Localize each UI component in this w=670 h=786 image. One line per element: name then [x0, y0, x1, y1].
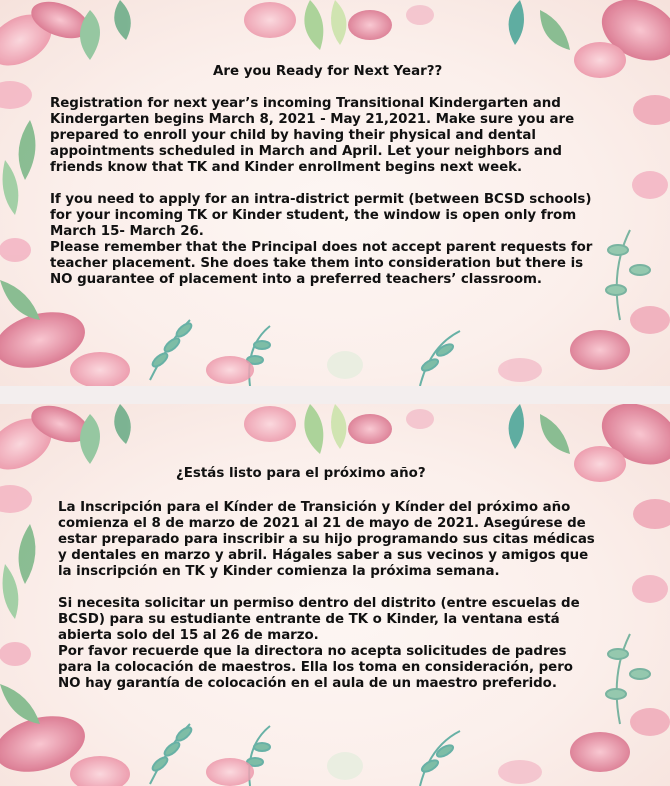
spanish-flyer-card — [0, 404, 670, 786]
english-flyer-card — [0, 0, 670, 386]
english-body — [50, 96, 660, 288]
spanish-body — [58, 500, 663, 692]
spanish-paragraph-registration: La Inscripción para el Kínder de Transición y Kínder del próximo año comienza el 8 de marzo de 2021 al 21 de mayo de 2021. Asegúrese de estar preparado para inscribir a su hijo programando sus citas médicas y dentales en marzo y abril. Hágales saber a sus vecinos y amigos que la inscripción en TK y Kinder comienza la próxima semana. — [58, 500, 595, 579]
english-title: Are you Ready for Next Year?? — [213, 64, 443, 79]
english-paragraph-placement: Please remember that the Principal does not accept parent requests for teacher placement. She does take them into consideration but there is NO guarantee of placement into a preferred teachers’ classroom. — [50, 240, 593, 287]
english-paragraph-registration: Registration for next year’s incoming Transitional Kindergarten and Kindergarten begins March 8, 2021 - May 21,2021. Make sure you are prepared to enroll your child by having their physical and dental appointments scheduled in March and April. Let your neighbors and friends know that TK and Kinder enrollment begins next week. — [50, 96, 575, 175]
spanish-title: ¿Estás listo para el próximo año? — [176, 466, 426, 481]
english-paragraph-permit: If you need to apply for an intra-district permit (between BCSD schools) for your incoming TK or Kinder student, the window is open only from March 15- March 26. — [50, 192, 592, 239]
card-divider — [0, 386, 670, 404]
spanish-paragraph-placement: Por favor recuerde que la directora no acepta solicitudes de padres para la colocación de maestros. Ella los toma en consideración, pero NO hay garantía de colocación en el aula de un maestro preferido. — [58, 644, 573, 691]
spanish-paragraph-permit: Si necesita solicitar un permiso dentro del distrito (entre escuelas de BCSD) para su estudiante entrante de TK o Kinder, la ventana está abierta solo del 15 al 26 de marzo. — [58, 596, 580, 643]
